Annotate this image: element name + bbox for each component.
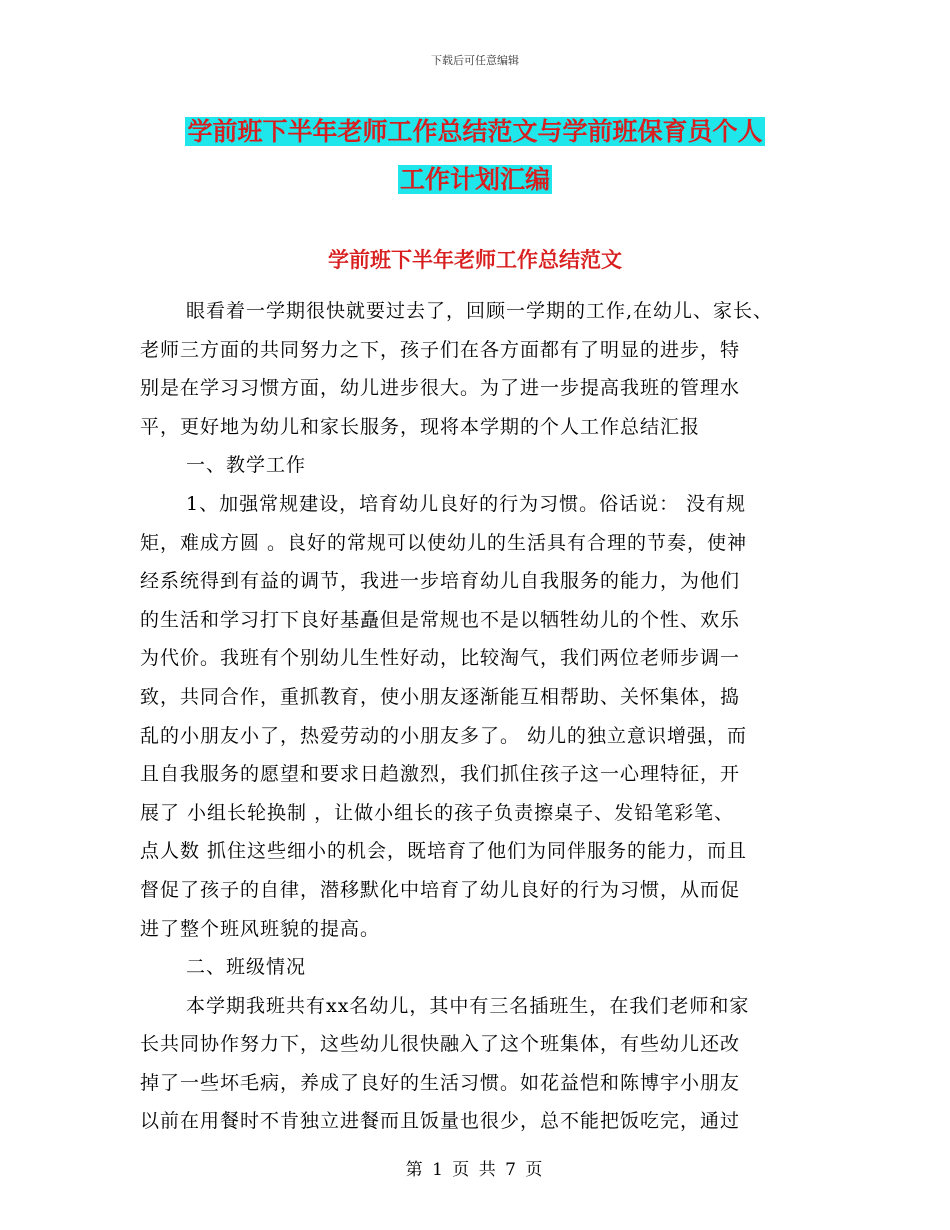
document-title-line-2: 工作计划汇编 bbox=[399, 165, 550, 194]
body-line: 点人数 抓住这些细小的机会，既培育了他们为同伴服务的能力，而且 bbox=[140, 840, 748, 863]
body-line: 乱的小朋友小了，热爱劳动的小朋友多了。 幼儿的独立意识增强，而 bbox=[140, 724, 748, 747]
document-title-line-1: 学前班下半年老师工作总结范文与学前班保育员个人 bbox=[187, 117, 763, 146]
body-line: 致，共同合作，重抓教育，使小朋友逐渐能互相帮助、关怀集体，捣 bbox=[140, 685, 741, 708]
body-line: 督促了孩子的自律，潜移默化中培育了幼儿良好的行为习惯，从而促 bbox=[140, 878, 741, 901]
document-body bbox=[140, 292, 840, 1141]
body-line: 经系统得到有益的调节，我进一步培育幼儿自我服务的能力，为他们 bbox=[140, 570, 741, 593]
body-heading-teaching: 一、教学工作 bbox=[186, 454, 307, 477]
body-line: 掉了一些坏毛病，养成了良好的生活习惯。如花益恺和陈博宇小朋友 bbox=[140, 1071, 741, 1094]
body-line: 长共同协作努力下，这些幼儿很快融入了这个班集体，有些幼儿还改 bbox=[140, 1033, 741, 1056]
header-note: 下载后可任意编辑 bbox=[431, 54, 519, 67]
body-line: 矩，难成方圆 。良好的常规可以使幼儿的生活具有合理的节奏，使神 bbox=[140, 531, 748, 554]
body-line: 1、加强常规建设，培育幼儿良好的行为习惯。俗话说： 没有规 bbox=[186, 492, 747, 515]
body-line: 且自我服务的愿望和要求日趋激烈，我们抓住孩子这一心理特征，开 bbox=[140, 763, 741, 786]
section-title: 学前班下半年老师工作总结范文 bbox=[328, 248, 622, 272]
body-line: 老师三方面的共同努力之下，孩子们在各方面都有了明显的进步，特 bbox=[140, 338, 741, 361]
body-heading-class: 二、班级情况 bbox=[186, 956, 307, 979]
body-line: 以前在用餐时不肯独立进餐而且饭量也很少，总不能把饭吃完，通过 bbox=[140, 1110, 741, 1133]
body-line: 的生活和学习打下良好基矗但是常规也不是以牺牲幼儿的个性、欢乐 bbox=[140, 608, 741, 631]
body-line: 眼看着一学期很快就要过去了，回顾一学期的工作,在幼儿、家长、 bbox=[186, 300, 774, 322]
body-line: 本学期我班共有xx名幼儿，其中有三名插班生，在我们老师和家 bbox=[186, 994, 750, 1017]
body-line: 别是在学习习惯方面，幼儿进步很大。为了进一步提高我班的管理水 bbox=[140, 377, 741, 400]
document-title bbox=[0, 108, 950, 204]
page-footer: 第 1 页 共 7 页 bbox=[405, 1160, 545, 1180]
body-line: 进了整个班风班貌的提高。 bbox=[140, 917, 381, 940]
body-line: 平，更好地为幼儿和家长服务，现将本学期的个人工作总结汇报 bbox=[140, 415, 701, 438]
body-line: 为代价。我班有个别幼儿生性好动，比较淘气，我们两位老师步调一 bbox=[140, 647, 741, 670]
body-line: 展了 小组长轮换制 ，让做小组长的孩子负责擦桌子、发铅笔彩笔、 bbox=[140, 801, 735, 824]
